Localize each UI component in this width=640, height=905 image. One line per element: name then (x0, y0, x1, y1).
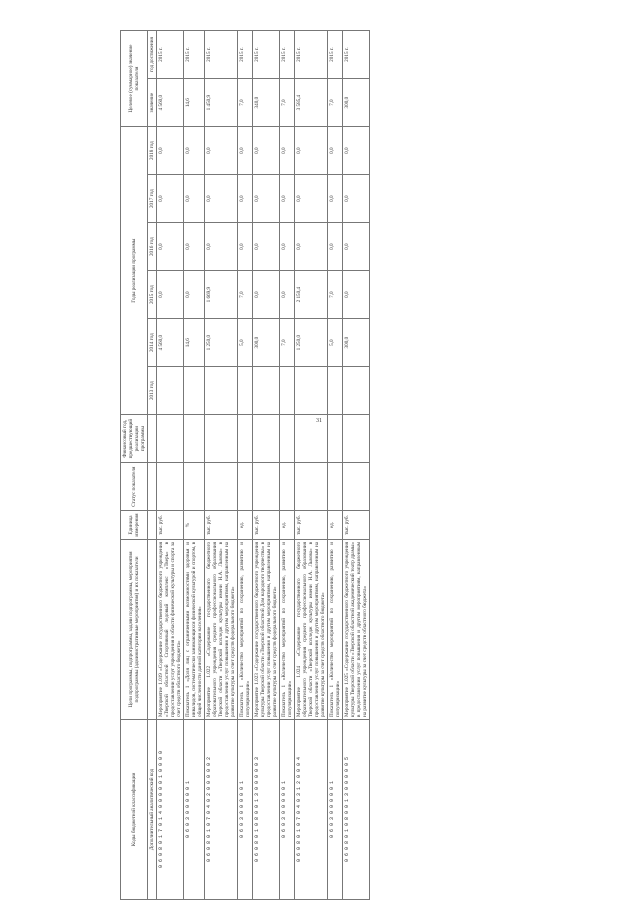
row-2016: 0,0 (184, 223, 205, 271)
row-unit: ед. (238, 511, 253, 540)
row-2014: 300,0 (343, 319, 370, 367)
row-year: 2015 г. (343, 31, 370, 79)
row-code: 0 6 0 8 0 1 0 8 0 0 1 3 0 0 0 0 0 3 (253, 719, 280, 899)
year-2016: 2016 год (148, 223, 157, 271)
row-status (184, 463, 205, 511)
row-2017: 0,0 (205, 175, 238, 223)
table-row (253, 31, 280, 900)
row-code: 0 6 0 3 0 0 0 0 0 1 (328, 719, 343, 899)
row-2014: 14,6 (184, 319, 205, 367)
row-2016: 0,0 (328, 223, 343, 271)
row-code: 0 6 0 3 0 0 0 0 0 1 (280, 719, 295, 899)
row-2013 (205, 367, 238, 415)
table-row (295, 31, 328, 900)
row-status (253, 463, 280, 511)
row-status (343, 463, 370, 511)
result-value-header: значение (148, 79, 157, 127)
row-2017: 0,0 (157, 175, 184, 223)
year-2015: 2015 год (148, 271, 157, 319)
row-total: 7,0 (238, 79, 253, 127)
row-total: 7,0 (280, 79, 295, 127)
table-row (184, 31, 205, 900)
row-code: 0 6 0 3 0 0 0 0 0 1 (238, 719, 253, 899)
row-2015: 7,0 (238, 271, 253, 319)
table-row (157, 31, 184, 900)
result-year-header: год достижения (148, 31, 157, 79)
row-status (238, 463, 253, 511)
year-2018: 2018 год (148, 127, 157, 175)
row-year: 2015 г. (184, 31, 205, 79)
row-fin (253, 415, 280, 463)
row-2017: 0,0 (184, 175, 205, 223)
row-2018: 0,0 (253, 127, 280, 175)
row-2014: 5,0 (328, 319, 343, 367)
row-2015: 0,0 (253, 271, 280, 319)
row-fin (205, 415, 238, 463)
row-description: Мероприятие 1.025 «Содержание государственного бюджетного учреждения культуры Тверской области «Тверской областной академический театр драмы» в предоставлении услуг повышения и другим мероприятиям, направленным на развитие культуры за счет средств областного бюджета» (343, 539, 370, 719)
row-2017: 0,0 (238, 175, 253, 223)
row-year: 2015 г. (295, 31, 328, 79)
row-2014: 1 250,0 (205, 319, 238, 367)
row-unit: % (184, 511, 205, 540)
row-2016: 0,0 (205, 223, 238, 271)
row-code: 0 6 0 3 0 0 0 0 0 1 (184, 719, 205, 899)
row-year: 2015 г. (157, 31, 184, 79)
row-2018: 0,0 (328, 127, 343, 175)
row-2015: 2 150,4 (295, 271, 328, 319)
row-status (205, 463, 238, 511)
row-2018: 0,0 (184, 127, 205, 175)
row-fin (157, 415, 184, 463)
row-description: Показатель 1 «Доля лиц с ограниченными возможностями здоровья и инвалидов, систематически занимающихся физической культурой и спортом, в общей численности данной категории населения» (184, 539, 205, 719)
table-row (238, 31, 253, 900)
row-2017: 0,0 (328, 175, 343, 223)
row-2016: 0,0 (253, 223, 280, 271)
row-2015: 0,0 (184, 271, 205, 319)
header-status: Статус показателя (121, 463, 148, 511)
row-unit: тыс. руб. (343, 511, 370, 540)
row-fin (238, 415, 253, 463)
row-total: 1 450,9 (205, 79, 238, 127)
year-2013: 2013 год (148, 367, 157, 415)
header-result: Целевое (суммарное) значение показателя (121, 31, 148, 127)
row-status (157, 463, 184, 511)
row-year: 2015 г. (280, 31, 295, 79)
row-unit: ед. (280, 511, 295, 540)
row-year: 2015 г. (328, 31, 343, 79)
row-2013 (157, 367, 184, 415)
row-unit: ед. (328, 511, 343, 540)
row-2018: 0,0 (205, 127, 238, 175)
row-unit: тыс. руб. (253, 511, 280, 540)
row-2015: 0,0 (343, 271, 370, 319)
row-fin (343, 415, 370, 463)
row-unit: тыс. руб. (157, 511, 184, 540)
header-goal: Цели программы, подпрограммы, задачи подпрограммы, мероприятия подпрограммы (административные мероприятия) и их показатели (121, 539, 148, 719)
row-2017: 0,0 (253, 175, 280, 223)
row-2013 (295, 367, 328, 415)
row-2016: 0,0 (295, 223, 328, 271)
year-2017: 2017 год (148, 175, 157, 223)
row-status (328, 463, 343, 511)
row-status (295, 463, 328, 511)
table-row (280, 31, 295, 900)
row-2013 (328, 367, 343, 415)
row-2017: 0,0 (295, 175, 328, 223)
row-2015: 1 669,9 (205, 271, 238, 319)
row-total: 14,6 (184, 79, 205, 127)
row-description: Мероприятие 1.023 «Содержание государственного бюджетного учреждения культуры Тверской области «Тверской областной Дом народного творчества» в предоставлении услуг повышения и другим мероприятиям, направленным на развитие культуры за счет средств федерального бюджета» (253, 539, 280, 719)
row-2013 (238, 367, 253, 415)
row-2015: 0,0 (280, 271, 295, 319)
row-2014: 300,0 (253, 319, 280, 367)
row-2018: 0,0 (280, 127, 295, 175)
table-row (205, 31, 238, 900)
page-number: 31 (316, 418, 322, 424)
row-fin (184, 415, 205, 463)
row-total: 4 560,0 (157, 79, 184, 127)
row-description: Показатель 1 «Количество мероприятий по сохранению, развитию и популяризации» (238, 539, 253, 719)
row-2018: 0,0 (238, 127, 253, 175)
header-fin: Финансовый год, предшествующий реализации программы (121, 415, 148, 463)
row-description: Мероприятие 1.019 «Содержание государственного бюджетного учреждения «Тверской областной Спортивный ледовый комплекс «Тверь» в предоставлении услуг учреждения в области физической культуры и спорта за счет средств областного бюджета» (157, 539, 184, 719)
row-year: 2015 г. (238, 31, 253, 79)
header-years-group: Годы реализации программы (121, 127, 148, 415)
row-2018: 0,0 (295, 127, 328, 175)
row-2013 (280, 367, 295, 415)
row-2018: 0,0 (343, 127, 370, 175)
row-total: 3 585,4 (295, 79, 328, 127)
row-2017: 0,0 (280, 175, 295, 223)
row-code: 0 6 0 8 0 1 7 0 1 4 0 0 0 0 0 1 0 0 0 0 (157, 719, 184, 899)
table-row (328, 31, 343, 900)
row-2016: 0,0 (157, 223, 184, 271)
row-description: Мероприятие 1.024 «Содержание государственного бюджетного образовательного учреждения среднего профессионального образования Тверской области «Тверской колледж культуры имени Н.А. Львова» в предоставлении услуг повышения и другим мероприятиям, направленным на развитие культуры за счет средств областного бюджета» (295, 539, 328, 719)
row-unit: тыс. руб. (205, 511, 238, 540)
row-2017: 0,0 (343, 175, 370, 223)
header-extra: Дополнительный аналитический код (148, 719, 157, 899)
header-unit: Единица измерения (121, 511, 148, 540)
row-fin (295, 415, 328, 463)
row-description: Показатель 1 «Количество мероприятий по сохранению, развитию и популяризации» (280, 539, 295, 719)
row-2013 (184, 367, 205, 415)
row-fin (328, 415, 343, 463)
row-year: 2015 г. (205, 31, 238, 79)
row-year: 2015 г. (253, 31, 280, 79)
row-2013 (343, 367, 370, 415)
row-total: 7,0 (328, 79, 343, 127)
row-2015: 7,0 (328, 271, 343, 319)
row-code: 0 6 0 8 0 1 0 7 0 4 0 3 1 2 0 0 0 4 (295, 719, 328, 899)
row-2015: 0,0 (157, 271, 184, 319)
row-code: 0 6 0 8 0 1 0 7 0 4 0 2 0 0 0 0 0 2 (205, 719, 238, 899)
row-total: 300,0 (343, 79, 370, 127)
row-2016: 0,0 (238, 223, 253, 271)
row-description: Показатель 1 «Количество мероприятий по сохранению, развитию и популяризации» (328, 539, 343, 719)
row-status (280, 463, 295, 511)
row-2018: 0,0 (157, 127, 184, 175)
row-2016: 0,0 (343, 223, 370, 271)
row-unit: тыс. руб. (295, 511, 328, 540)
header-codes: Коды бюджетной классификации (121, 719, 148, 899)
row-2016: 0,0 (280, 223, 295, 271)
program-table (120, 30, 370, 900)
row-2014: 5,0 (238, 319, 253, 367)
row-2013 (253, 367, 280, 415)
row-2014: 7,0 (280, 319, 295, 367)
row-fin (280, 415, 295, 463)
row-total: 340,0 (253, 79, 280, 127)
table-row (343, 31, 370, 900)
year-2014: 2014 год (148, 319, 157, 367)
row-2014: 4 560,0 (157, 319, 184, 367)
row-description: Мероприятие 1.022 «Содержание государственного бюджетного образовательного учреждения среднего профессионального образования Тверской области «Тверской колледж культуры имени Н.А. Львова» в предоставлении услуг повышения и другим мероприятиям, направленным на развитие культуры за счет средств федерального бюджета» (205, 539, 238, 719)
row-2014: 1 250,0 (295, 319, 328, 367)
row-code: 0 6 0 8 0 1 0 8 0 0 1 3 0 0 0 0 0 5 (343, 719, 370, 899)
rotated-document (120, 30, 620, 900)
